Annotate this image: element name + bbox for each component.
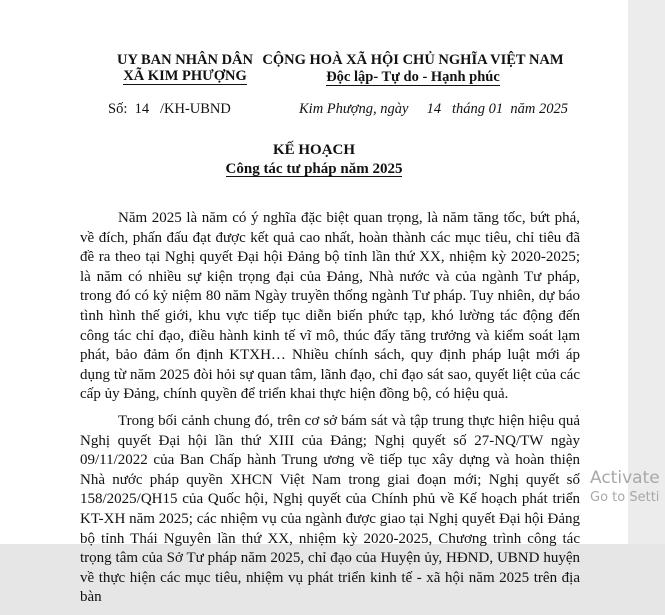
activation-watermark bbox=[590, 468, 660, 508]
watermark-line2: Go to Setti bbox=[590, 490, 660, 505]
document-body bbox=[80, 209, 580, 615]
document-subtitle-wrap bbox=[0, 161, 628, 178]
issuing-authority bbox=[95, 52, 275, 85]
body-paragraph: Năm 2025 là năm có ý nghĩa đặc biệt quan trọng, là năm tăng tốc, bứt phá, về đích, phấn đấu đạt được kết quả cao nhất, hoàn thành các mục tiêu, chỉ tiêu đã đề ra theo tại Nghị quyết Đại hội Đảng bộ tỉnh lần thứ XX, nhiệm kỳ 2020-2025; là năm có nhiều sự kiện trọng đại của Đảng, Nhà nước và của ngành Tư pháp, trong đó có kỷ niệm 80 năm Ngày truyền thống ngành Tư pháp. Tuy nhiên, dự báo tình hình thế giới, khu vực tiếp tục diễn biến phức tạp, khó lường tác động đến công tác chỉ đạo, điều hành kinh tế vĩ mô, thúc đẩy tăng trưởng và kiểm soát lạm phát, bảo đảm ổn định KTXH… Nhiều chính sách, quy định pháp luật mới áp dụng từ năm 2025 đòi hỏi sự quan tâm, lãnh đạo, chỉ đạo sát sao, quyết liệt của các cấp ủy Đảng, chính quyền để triển khai thực hiện đồng bộ, có hiệu quả. bbox=[80, 210, 580, 403]
authority-name-line1: UY BAN NHÂN DÂN bbox=[116, 52, 253, 68]
body-paragraph: Trong bối cảnh chung đó, trên cơ sở bám sát và tập trung thực hiện hiệu quả Nghị quyết Đại hội lần thứ XIII của Đảng; Nghị quyết số 27-NQ/TW ngày 09/11/2022 của Ban Chấp hành Trung ương về tiếp tục xây dựng và hoàn thiện Nhà nước pháp quyền XHCN Việt Nam trong giai đoạn mới; Nghị quyết số 158/2025/QH15 của Quốc hội, Nghị quyết của Chính phủ về Kế hoạch phát triển KT-XH năm 2025; các nhiệm vụ của ngành được giao tại Nghị quyết Đại hội Đảng bộ tỉnh Thái Nguyên lần thứ XX, nhiệm kỳ 2020-2025, Chương trình công tác trọng tâm của Sở Tư pháp năm 2025, chỉ đạo của Huyện ủy, HĐND, UBND huyện về thực hiện các mục tiêu, nhiệm vụ phát triển kinh tế - xã hội năm 2025 trên địa bàn bbox=[80, 412, 580, 606]
document-title: KẾ HOẠCH bbox=[272, 142, 356, 158]
country-name: CỘNG HOÀ XÃ HỘI CHỦ NGHĨA VIỆT NAM bbox=[262, 52, 564, 68]
document-number: Số: 14 /KH-UBND bbox=[108, 101, 231, 117]
place-and-date: Kim Phượng, ngày 14 tháng 01 năm 2025 bbox=[299, 101, 568, 117]
vertical-scrollbar[interactable] bbox=[628, 0, 665, 544]
document-subtitle: Công tác tư pháp năm 2025 bbox=[225, 161, 403, 177]
authority-name-line2: XÃ KIM PHƯỢNG bbox=[123, 68, 247, 84]
national-motto bbox=[258, 52, 568, 86]
watermark-line1: Activate bbox=[590, 468, 660, 488]
motto: Độc lập- Tự do - Hạnh phúc bbox=[326, 69, 500, 85]
